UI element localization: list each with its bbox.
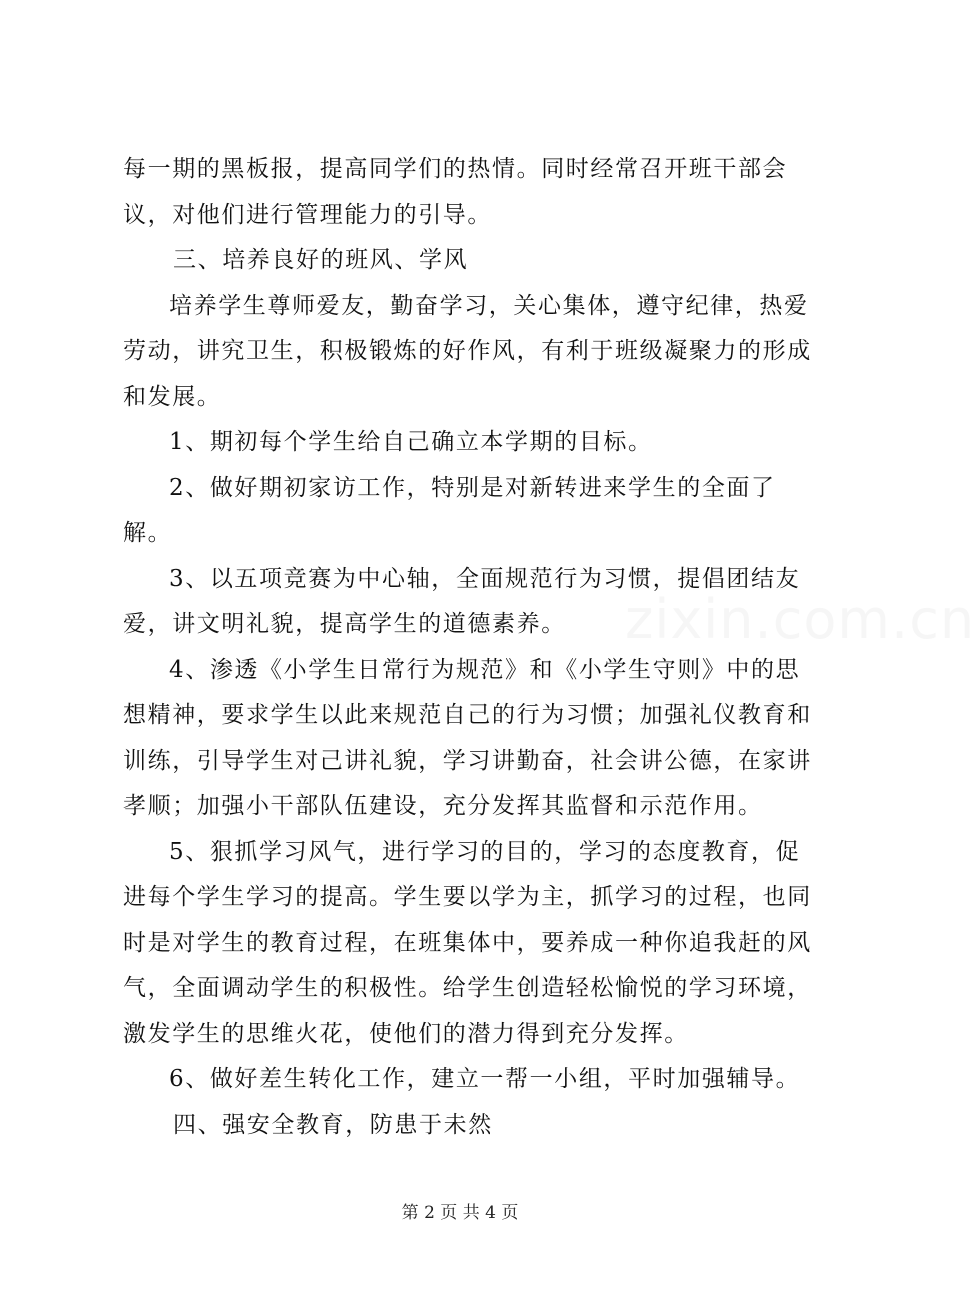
list-item-3: 3、以五项竞赛为中心轴，全面规范行为习惯，提倡团结友爱，讲文明礼貌，提高学生的道德素养。 [123, 565, 801, 637]
document-body [123, 147, 813, 1148]
paragraph-1: 每一期的黑板报，提高同学们的热情。同时经常召开班干部会议，对他们进行管理能力的引导。 [123, 156, 788, 228]
list-item-1: 1、期初每个学生给自己确立本学期的目标。 [169, 429, 653, 455]
paragraph-2: 培养学生尊师爱友，勤奋学习，关心集体，遵守纪律，热爱劳动，讲究卫生，积极锻炼的好作风，有利于班级凝聚力的形成和发展。 [123, 292, 812, 410]
watermark-text: zixin.com.cn [625, 588, 975, 651]
section-heading-4: 四、强安全教育，防患于未然 [173, 1111, 493, 1138]
section-heading-3: 三、培养良好的班风、学风 [173, 247, 469, 273]
list-item-4: 4、渗透《小学生日常行为规范》和《小学生守则》中的思想精神，要求学生以此来规范自己的行为习惯；加强礼仪教育和训练，引导学生对己讲礼貌，学习讲勤奋，社会讲公德，在家讲孝顺；加强小干部队伍建设，充分发挥其监督和示范作用。 [123, 656, 812, 819]
list-item-6: 6、做好差生转化工作，建立一帮一小组，平时加强辅导。 [169, 1066, 801, 1092]
list-item-5: 5、狠抓学习风气，进行学习的目的，学习的态度教育，促进每个学生学习的提高。学生要以学为主，抓学习的过程，也同时是对学生的教育过程，在班集体中，要养成一种你追我赶的风气，全面调动学生的积极性。给学生创造轻松愉悦的学习环境，激发学生的思维火花，使他们的潜力得到充分发挥。 [123, 838, 812, 1047]
page-footer: 第 2 页 共 4 页 [401, 1203, 519, 1223]
list-item-2: 2、做好期初家访工作，特别是对新转进来学生的全面了解。 [123, 474, 776, 546]
